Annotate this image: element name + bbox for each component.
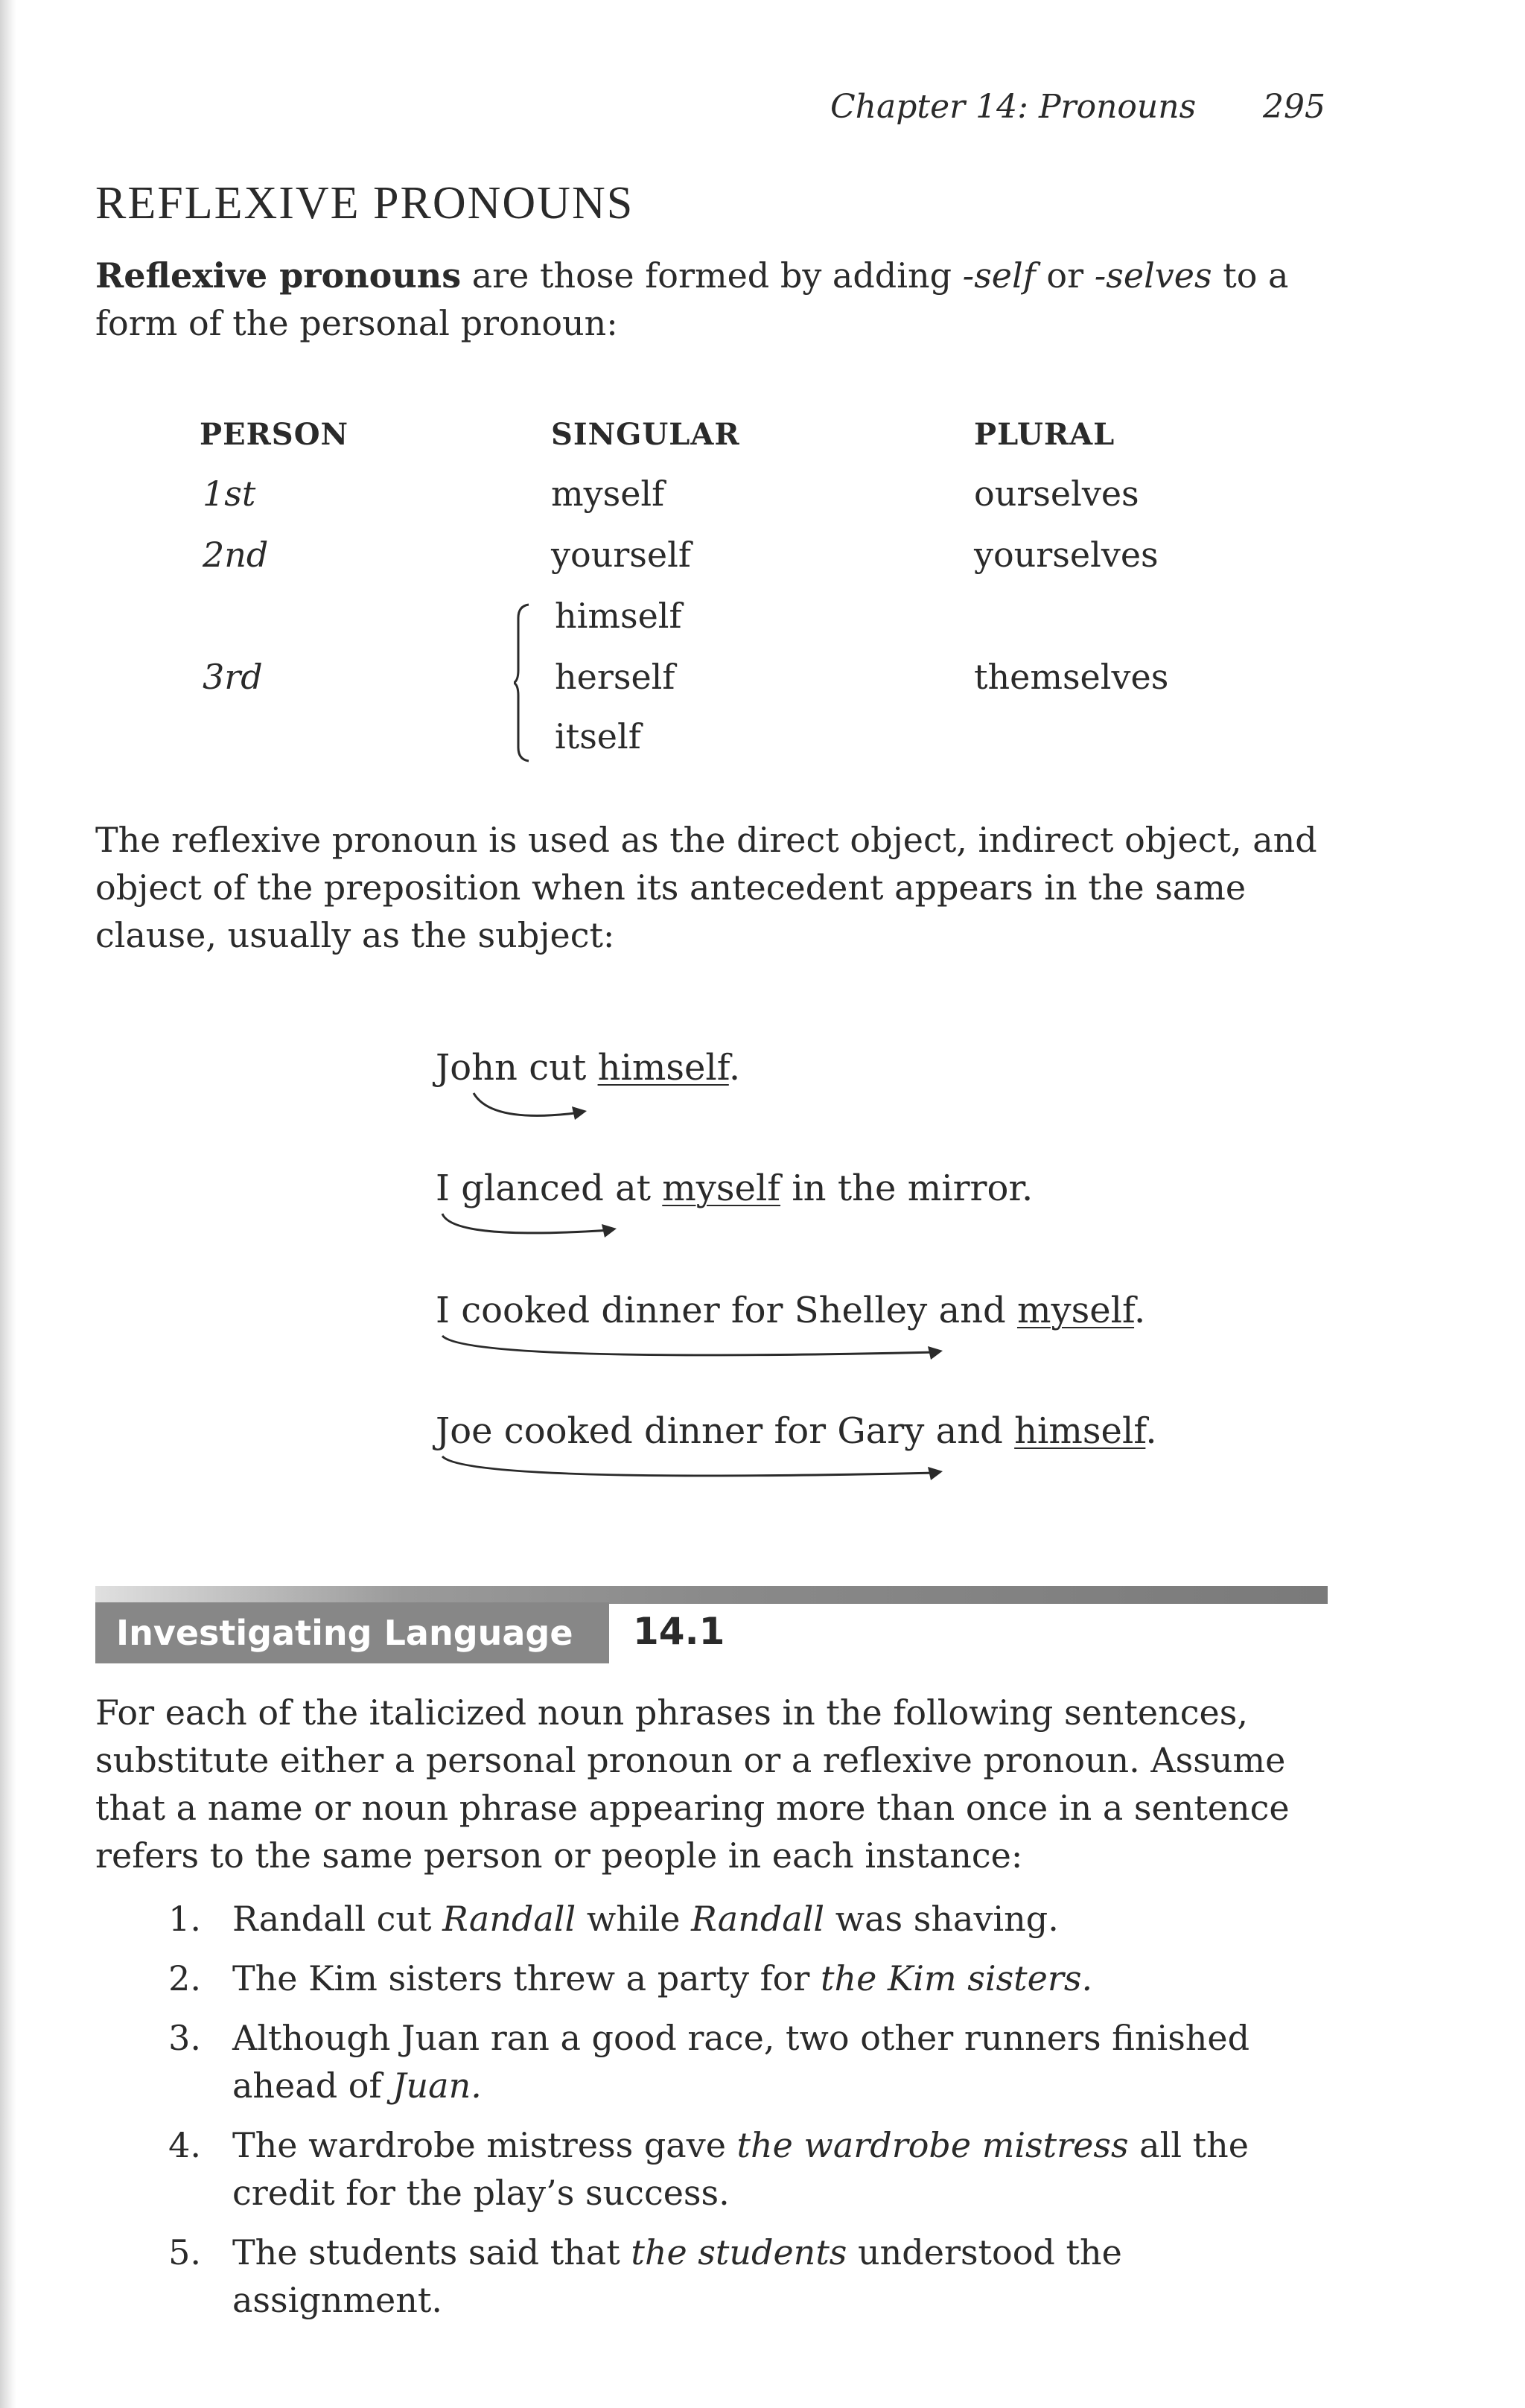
exercise-item-5: 5. The students said that the students understood the assignment. xyxy=(168,2232,1122,2320)
cell-person-2: 2nd xyxy=(203,535,269,575)
exercise-item-2: 2. The Kim sisters threw a party for the Kim sisters. xyxy=(168,1958,1093,1998)
intro-paragraph: Reflexive pronouns are those formed by adding -self or -selves to a form of the personal pronoun: xyxy=(95,255,1289,343)
example-sentence-4: Joe cooked dinner for Gary and himself. xyxy=(436,1410,1157,1452)
exercise-item-4: 4. The wardrobe mistress gave the wardrobe mistress all the credit for the play’s success. xyxy=(168,2125,1249,2213)
page-edge-shadow xyxy=(0,0,16,2408)
reflexive-word: myself xyxy=(1016,1290,1135,1331)
cell-singular-3-himself: himself xyxy=(555,596,682,636)
page-number: 295 xyxy=(1263,88,1325,126)
chapter-title: Chapter 14: Pronouns xyxy=(830,88,1197,126)
example-sentence-2: I glanced at myself in the mirror. xyxy=(436,1168,1034,1209)
antecedent-arrow-1 xyxy=(469,1087,603,1132)
cell-plural-3: themselves xyxy=(974,657,1169,697)
exercise-item-3: 3. Although Juan ran a good race, two other runners finished ahead of Juan. xyxy=(168,2018,1250,2106)
header-singular: SINGULAR xyxy=(551,417,740,452)
example-sentence-1: John cut himself. xyxy=(436,1047,741,1089)
exercise-item-1: 1. Randall cut Randall while Randall was shaving. xyxy=(168,1899,1059,1939)
cell-singular-2: yourself xyxy=(551,535,691,575)
cell-person-1: 1st xyxy=(203,474,256,514)
cell-singular-1: myself xyxy=(551,474,665,514)
activity-number: 14.1 xyxy=(633,1610,725,1653)
antecedent-arrow-3 xyxy=(438,1330,959,1375)
cell-plural-1: ourselves xyxy=(974,474,1139,514)
section-title: REFLEXIVE PRONOUNS xyxy=(95,178,634,229)
brace-bracket xyxy=(514,602,532,764)
activity-rule-bar xyxy=(95,1586,1328,1604)
example-sentence-3: I cooked dinner for Shelley and myself. xyxy=(436,1290,1146,1331)
cell-singular-3-herself: herself xyxy=(555,657,675,697)
term-reflexive-pronouns: Reflexive pronouns xyxy=(95,255,462,296)
antecedent-arrow-4 xyxy=(438,1450,959,1495)
running-head xyxy=(819,88,1325,133)
exercise-list xyxy=(149,1895,1340,2324)
reflexive-word: himself xyxy=(597,1047,729,1089)
cell-person-3: 3rd xyxy=(203,657,263,697)
cell-singular-3-itself: itself xyxy=(555,716,641,757)
activity-label: Investigating Language xyxy=(95,1602,609,1663)
header-person: PERSON xyxy=(200,417,349,452)
cell-plural-2: yourselves xyxy=(974,535,1159,575)
activity-instructions: For each of the italicized noun phrases in the following sentences, substitute either a personal pronoun or a reflexive pronoun. Assume that a name or noun phrase appearing more than once in a sentence refers to the same person or people in each instance: xyxy=(95,1692,1290,1876)
usage-paragraph: The reflexive pronoun is used as the direct object, indirect object, and object of the preposition when its antecedent appears in the same clause, usually as the subject: xyxy=(95,820,1317,955)
header-plural: PLURAL xyxy=(974,417,1115,452)
reflexive-word: himself xyxy=(1014,1410,1146,1452)
reflexive-word: myself xyxy=(662,1168,781,1209)
antecedent-arrow-2 xyxy=(438,1208,631,1252)
